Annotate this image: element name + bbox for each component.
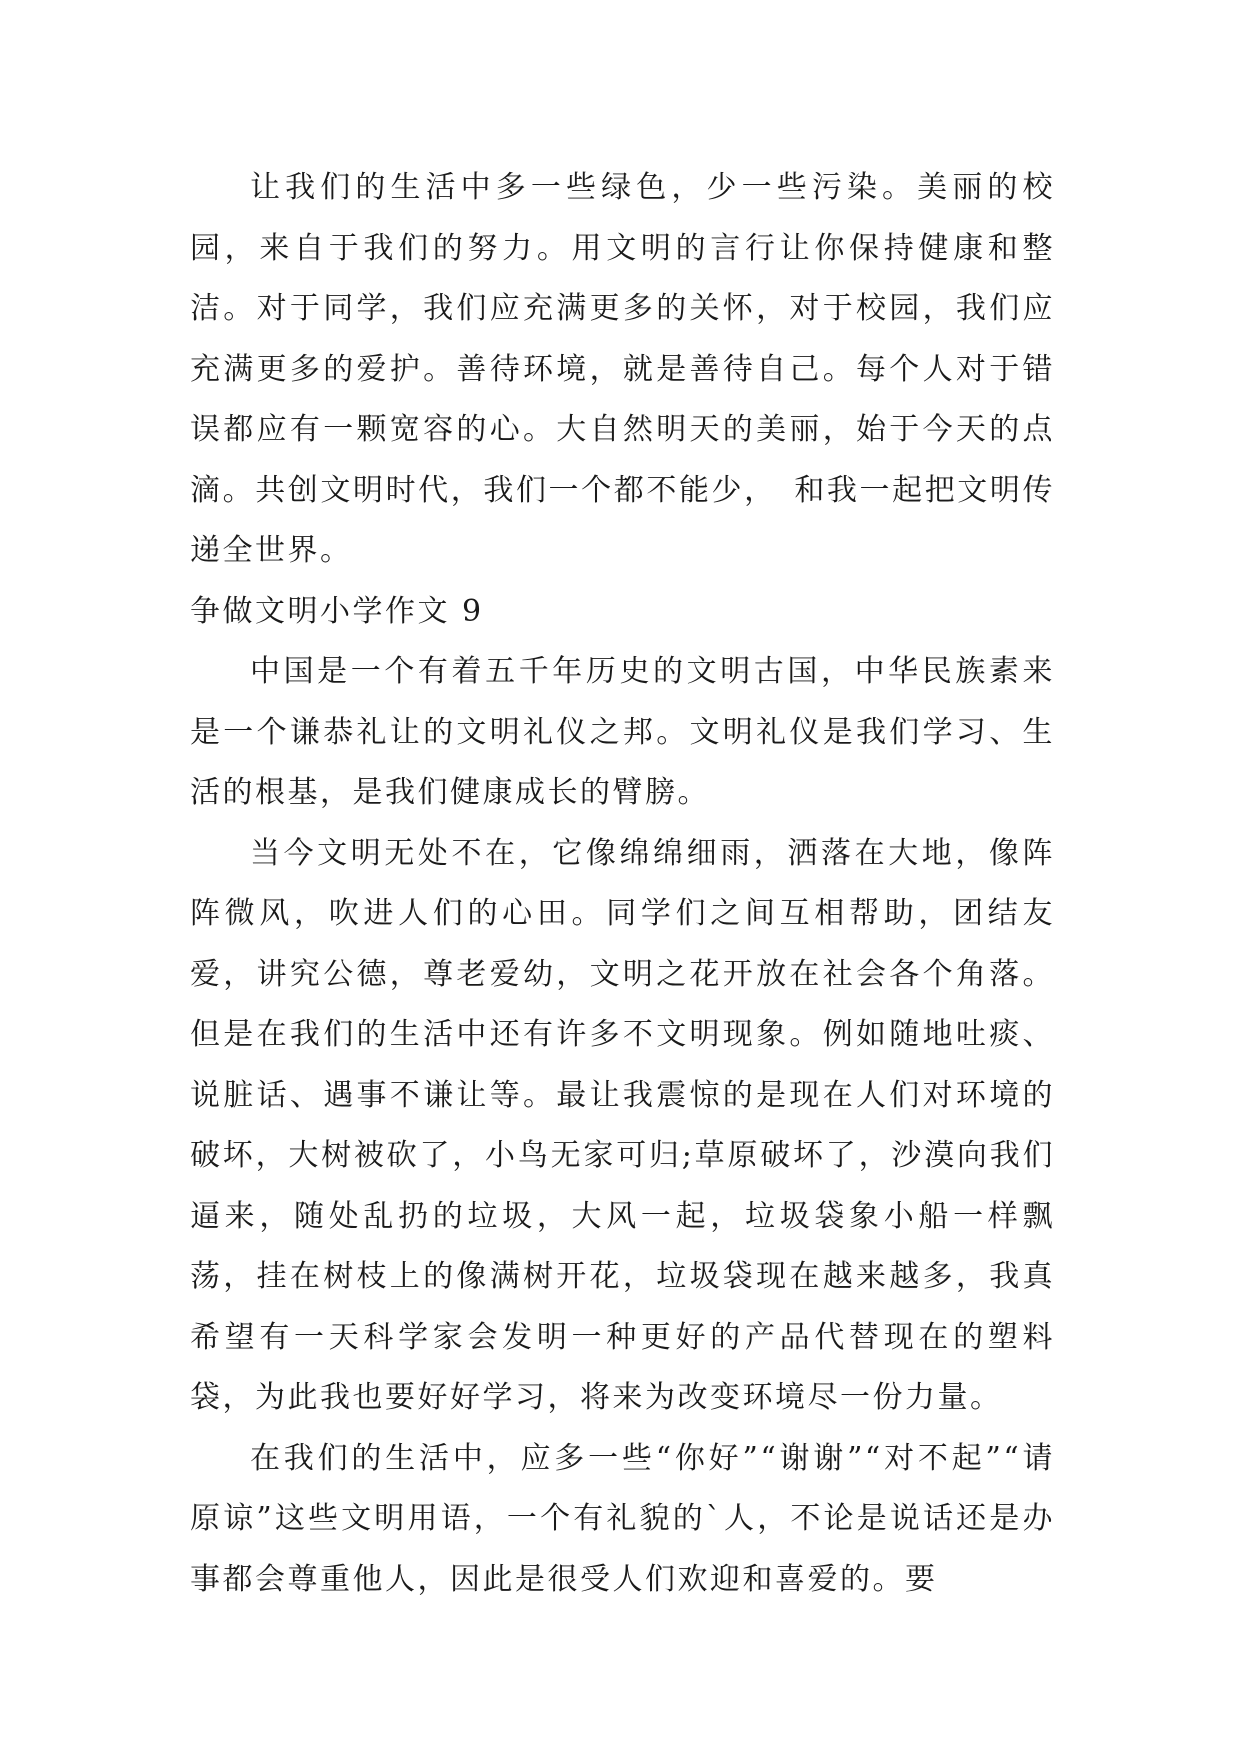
paragraph-polite-words: 在我们的生活中，应多一些“你好”“谢谢”“对不起”“请原谅”这些文明用语，一个有礼貌的`人，不论是说话还是办事都会尊重他人，因此是很受人们欢迎和喜爱的。要 [190, 1440, 1055, 1597]
paragraph-environment: 让我们的生活中多一些绿色，少一些污染。美丽的校园，来自于我们的努力。用文明的言行让你保持健康和整洁。对于同学，我们应充满更多的关怀，对于校园，我们应充满更多的爱护。善待环境，就是善待自己。每个人对于错误都应有一颗宽容的心。大自然明天的美丽，始于今天的点滴。共创文明时代，我们一个都不能少， 和我一起把文明传递全世界。 [190, 170, 1055, 568]
paragraph-china-civilization: 中国是一个有着五千年历史的文明古国，中华民族素来是一个谦恭礼让的文明礼仪之邦。文明礼仪是我们学习、生活的根基，是我们健康成长的臂膀。 [190, 654, 1055, 810]
paragraph-civilization-everywhere: 当今文明无处不在，它像绵绵细雨，洒落在大地，像阵阵微风，吹进人们的心田。同学们之间互相帮助，团结友爱，讲究公德，尊老爱幼，文明之花开放在社会各个角落。但是在我们的生活中还有许多不文明现象。例如随地吐痰、说脏话、遇事不谦让等。最让我震惊的是现在人们对环境的破坏，大树被砍了，小鸟无家可归;草原破坏了，沙漠向我们逼来，随处乱扔的垃圾，大风一起，垃圾袋象小船一样飘荡，挂在树枝上的像满树开花，垃圾袋现在越来越多，我真希望有一天科学家会发明一种更好的产品代替现在的塑料袋，为此我也要好好学习，将来为改变环境尽一份力量。 [190, 835, 1055, 1415]
section-heading: 争做文明小学作文 9 [190, 593, 484, 629]
document-body [190, 158, 1055, 1610]
